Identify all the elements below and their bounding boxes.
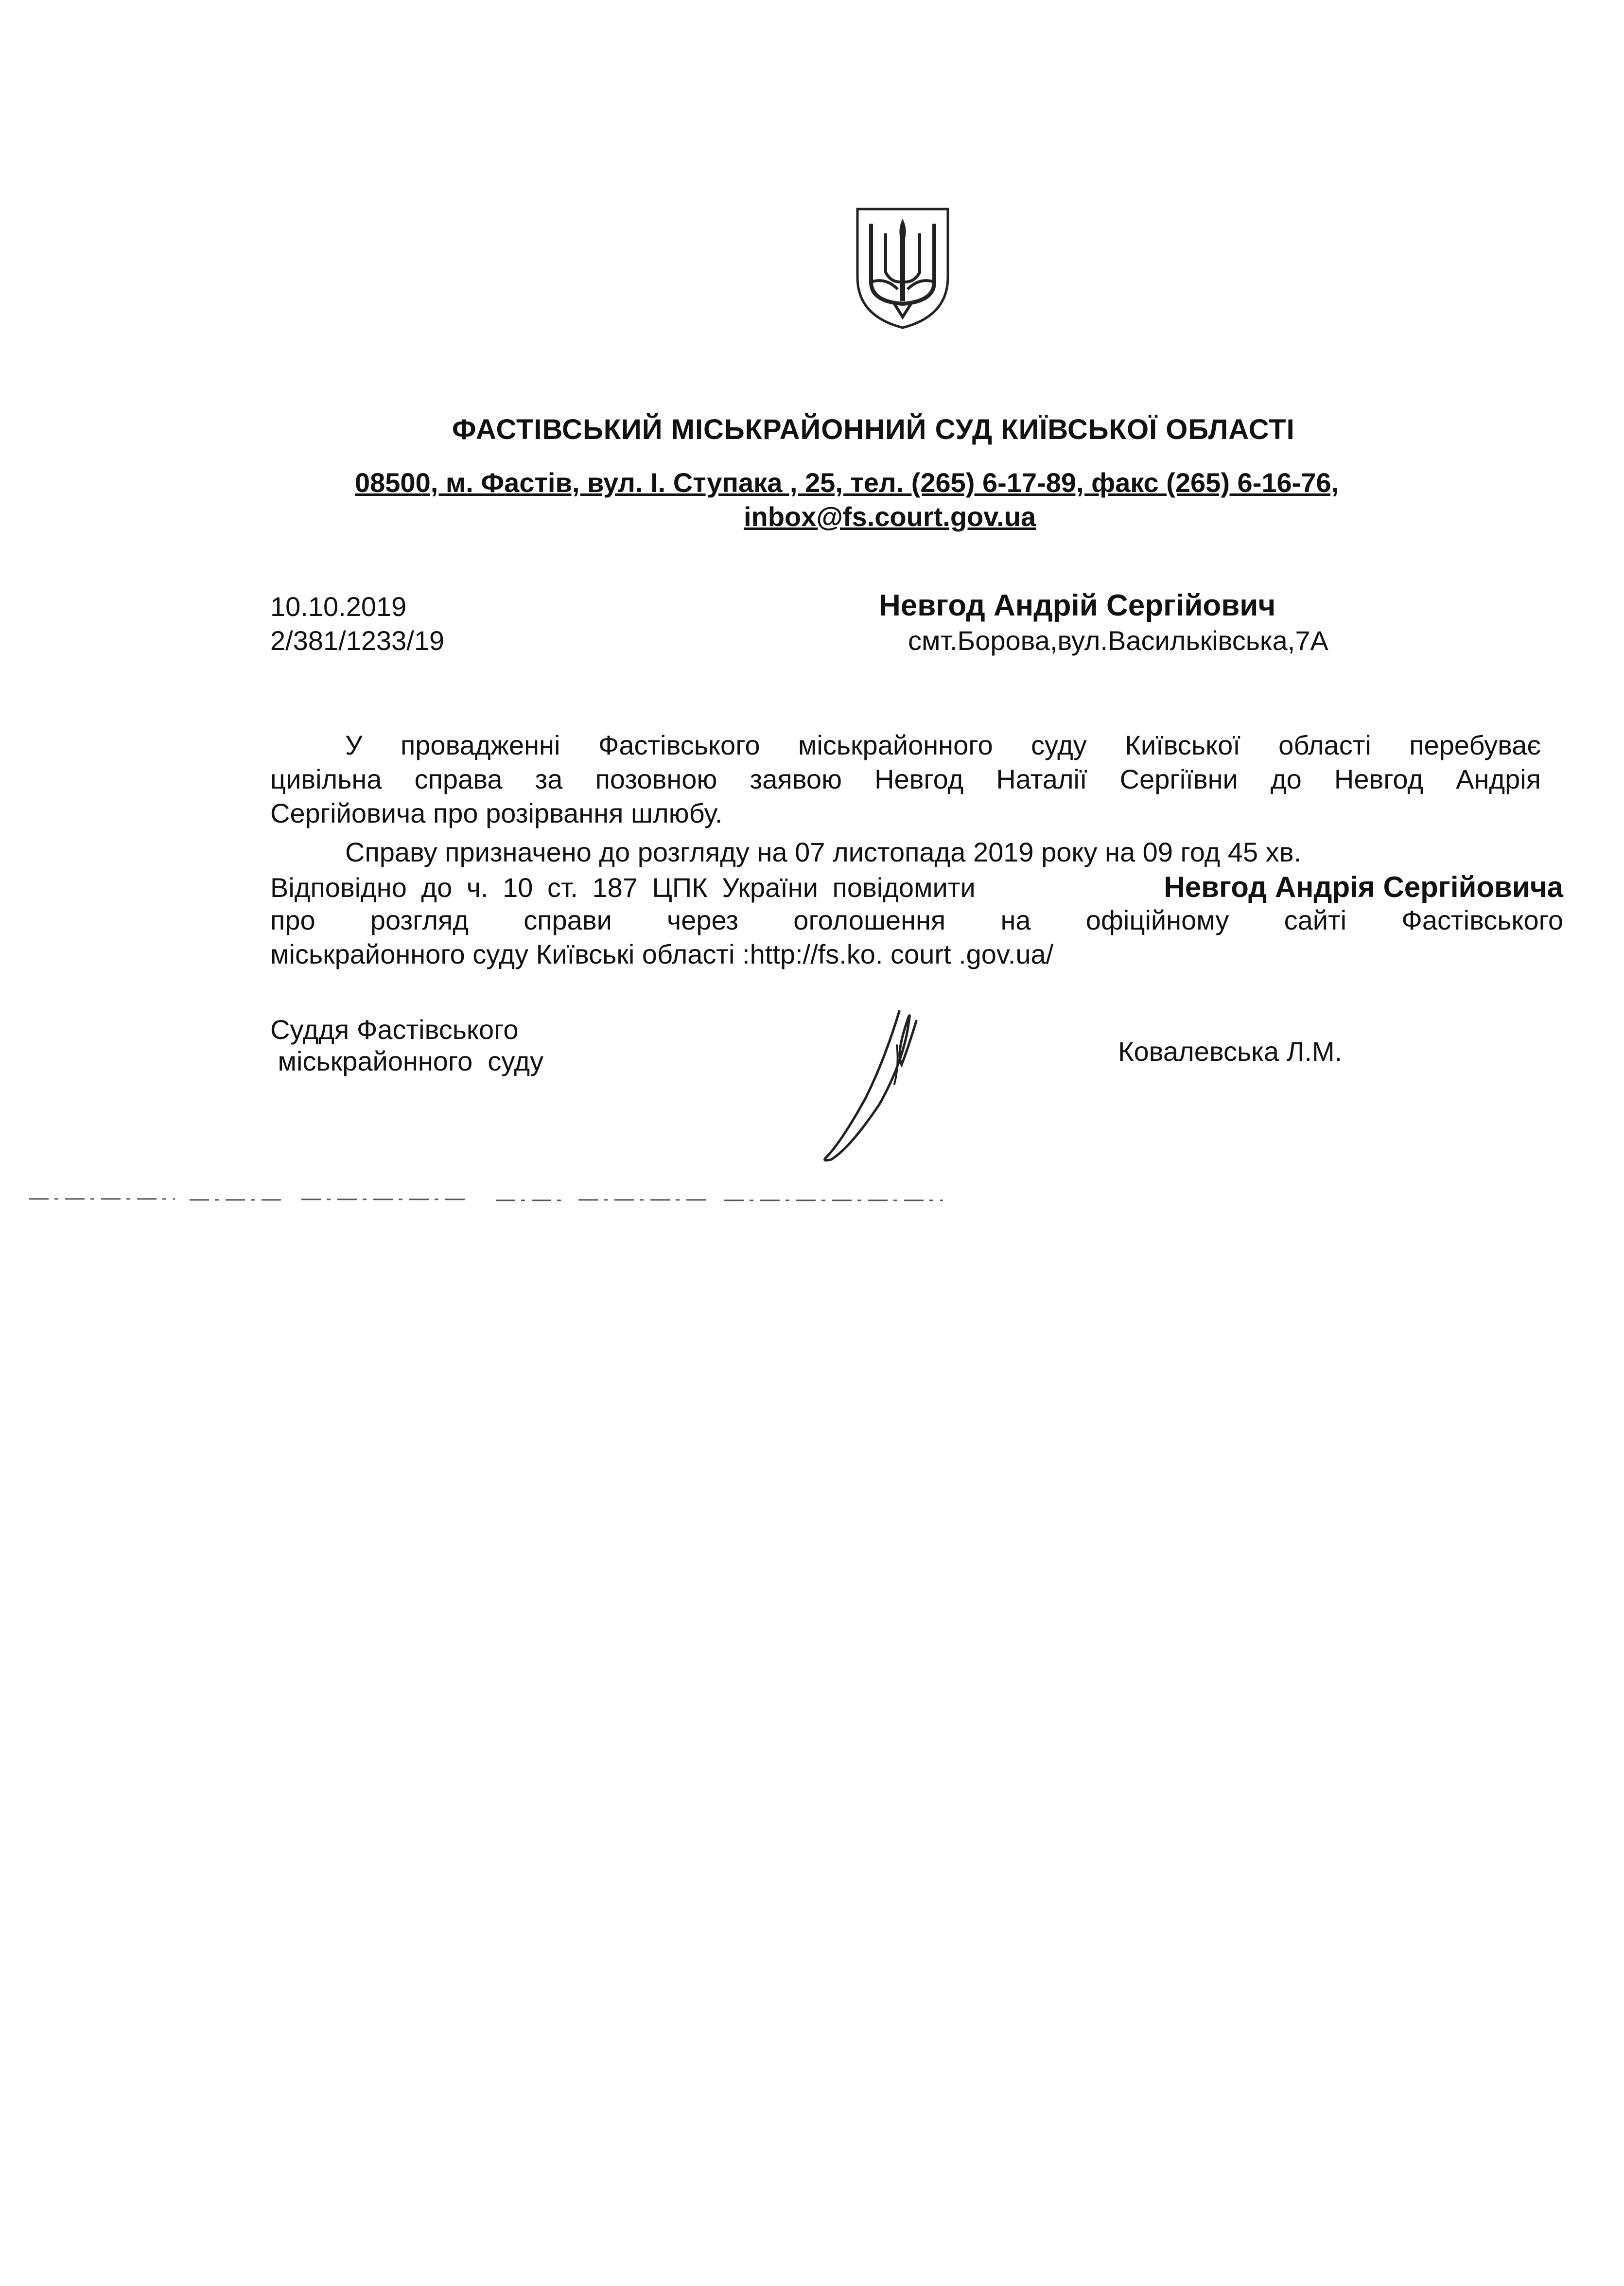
signature-label-line-2: міськрайонного суду (270, 1046, 544, 1076)
body-paragraph-2-line-1: Справу призначено до розгляду на 07 листопада 2019 року на 09 год 45 хв. (345, 837, 1302, 867)
addressee-address: смт.Борова,вул.Васильківська,7А (908, 625, 1328, 656)
body-paragraph-2-line-2 (270, 870, 1563, 904)
case-number: 2/381/1233/19 (270, 625, 445, 656)
court-address: 08500, м. Фастів, вул. І. Ступака , 25, тел. (265) 6-17-89, факс (265) 6-16-76, (355, 467, 1339, 498)
handwritten-signature (812, 1002, 948, 1167)
court-name: ФАСТІВСЬКИЙ МІСЬКРАЙОННИЙ СУД КИЇВСЬКОЇ ОБЛАСТІ (452, 414, 1295, 445)
body-paragraph-1-line-2: цивільна справа за позовною заявою Невгод Наталії Сергіївни до Невгод Андрія (270, 764, 1541, 794)
body-paragraph-2-line-4: міськрайонного суду Київські області :http://fs.ko. court .gov.ua/ (270, 939, 1054, 969)
trident-emblem-icon (852, 204, 954, 331)
court-email: inbox@fs.court.gov.ua (744, 501, 1036, 532)
signature-label-line-1: Суддя Фастівського (270, 1014, 519, 1045)
body-paragraph-2-line-3: про розгляд справи через оголошення на офіційному сайті Фастівського (270, 905, 1563, 935)
body-paragraph-1-line-1: У провадженні Фастівського міськрайонного суду Київської області перебуває (345, 730, 1541, 760)
body-paragraph-1-line-3: Сергійовича про розірвання шлюбу. (270, 798, 723, 828)
notify-person: Невгод Андрія Сергійовича (1164, 871, 1563, 903)
addressee-name: Невгод Андрій Сергійович (879, 589, 1276, 622)
scan-artifact-line (29, 1196, 943, 1203)
notify-text: Відповідно до ч. 10 ст. 187 ЦПК України повідомити (270, 872, 976, 903)
judge-name: Ковалевська Л.М. (1118, 1036, 1343, 1067)
letter-date: 10.10.2019 (270, 591, 407, 622)
